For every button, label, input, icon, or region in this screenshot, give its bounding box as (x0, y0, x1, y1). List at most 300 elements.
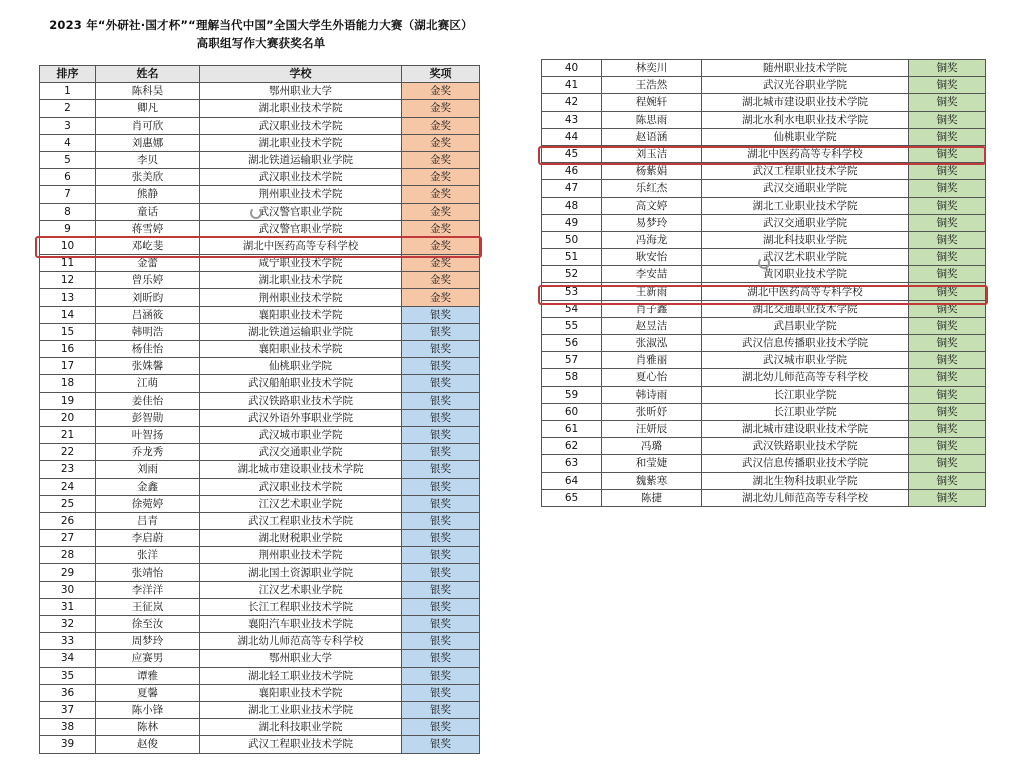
cell-school: 长江职业学院 (702, 386, 909, 403)
cell-award: 银奖 (402, 323, 480, 340)
table-row (542, 145, 986, 162)
header-award: 奖项 (402, 66, 480, 83)
table-row (40, 169, 480, 186)
cell-award: 金奖 (402, 151, 480, 168)
cell-name: 杨佳怡 (96, 341, 200, 358)
cell-name: 林奕川 (602, 60, 702, 77)
cell-rank: 7 (40, 186, 96, 203)
cell-rank: 32 (40, 616, 96, 633)
cell-rank: 36 (40, 684, 96, 701)
cell-rank: 42 (542, 94, 602, 111)
table-row (542, 352, 986, 369)
cell-school: 湖北工业职业技术学院 (200, 701, 402, 718)
table-row (542, 369, 986, 386)
cell-school: 武汉船舶职业技术学院 (200, 375, 402, 392)
cell-name: 邓屹斐 (96, 237, 200, 254)
cell-rank: 56 (542, 335, 602, 352)
cell-award: 银奖 (402, 736, 480, 753)
cell-school: 襄阳职业技术学院 (200, 341, 402, 358)
cell-award: 银奖 (402, 358, 480, 375)
cell-award: 铜奖 (909, 111, 986, 128)
cell-rank: 62 (542, 438, 602, 455)
cell-award: 铜奖 (909, 352, 986, 369)
table-header-row (40, 66, 480, 83)
cell-rank: 1 (40, 83, 96, 100)
cell-award: 银奖 (402, 409, 480, 426)
table-row (542, 489, 986, 506)
cell-rank: 37 (40, 701, 96, 718)
table-row (40, 289, 480, 306)
table-row (542, 455, 986, 472)
cell-award: 铜奖 (909, 77, 986, 94)
table-row (542, 420, 986, 437)
cell-school: 襄阳职业技术学院 (200, 306, 402, 323)
table-row (40, 409, 480, 426)
cell-award: 铜奖 (909, 249, 986, 266)
cell-school: 鄂州职业大学 (200, 650, 402, 667)
cell-school: 武汉信息传播职业技术学院 (702, 455, 909, 472)
cell-school: 湖北科技职业学院 (702, 231, 909, 248)
cell-rank: 13 (40, 289, 96, 306)
table-row (542, 403, 986, 420)
cell-award: 银奖 (402, 667, 480, 684)
cell-rank: 33 (40, 633, 96, 650)
cell-rank: 38 (40, 719, 96, 736)
cell-school: 湖北中医药高等专科学校 (702, 283, 909, 300)
table-row (40, 684, 480, 701)
title-line-1: 2023 年“外研社·国才杯”“理解当代中国”全国大学生外语能力大赛（湖北赛区） (49, 18, 473, 32)
cell-school: 湖北铁道运输职业学院 (200, 151, 402, 168)
cell-school: 武汉职业技术学院 (200, 478, 402, 495)
cell-name: 曾乐婷 (96, 272, 200, 289)
cell-school: 襄阳汽车职业技术学院 (200, 616, 402, 633)
document-title (40, 16, 482, 52)
cell-award: 金奖 (402, 169, 480, 186)
cell-school: 湖北铁道运输职业学院 (200, 323, 402, 340)
cell-school: 江汉艺术职业学院 (200, 581, 402, 598)
cell-award: 铜奖 (909, 231, 986, 248)
cell-rank: 25 (40, 495, 96, 512)
cell-award: 银奖 (402, 684, 480, 701)
cell-rank: 20 (40, 409, 96, 426)
cell-award: 银奖 (402, 633, 480, 650)
cell-rank: 48 (542, 197, 602, 214)
table-row (40, 375, 480, 392)
cell-school: 湖北城市建设职业技术学院 (200, 461, 402, 478)
table-row (40, 736, 480, 753)
cell-award: 银奖 (402, 719, 480, 736)
cell-school: 湖北科技职业学院 (200, 719, 402, 736)
cell-name: 魏紫寒 (602, 472, 702, 489)
table-row (542, 180, 986, 197)
cell-rank: 51 (542, 249, 602, 266)
cell-rank: 29 (40, 564, 96, 581)
cell-award: 金奖 (402, 100, 480, 117)
cell-rank: 49 (542, 214, 602, 231)
table-row (40, 650, 480, 667)
cell-name: 姜佳怡 (96, 392, 200, 409)
table-row (542, 438, 986, 455)
cell-name: 吕青 (96, 512, 200, 529)
cell-name: 刘雨 (96, 461, 200, 478)
cell-name: 赵语涵 (602, 128, 702, 145)
title-line-2: 高职组写作大赛获奖名单 (196, 36, 326, 50)
cell-rank: 44 (542, 128, 602, 145)
cell-name: 陈捷 (602, 489, 702, 506)
cell-name: 王新雨 (602, 283, 702, 300)
cell-name: 金鑫 (96, 478, 200, 495)
cell-rank: 30 (40, 581, 96, 598)
table-row (40, 220, 480, 237)
cell-rank: 46 (542, 163, 602, 180)
cell-name: 彭智勋 (96, 409, 200, 426)
cell-rank: 43 (542, 111, 602, 128)
table-row (542, 60, 986, 77)
cell-name: 陈思雨 (602, 111, 702, 128)
cell-rank: 39 (40, 736, 96, 753)
table-row (542, 231, 986, 248)
cell-rank: 22 (40, 444, 96, 461)
table-row (40, 478, 480, 495)
cell-award: 银奖 (402, 512, 480, 529)
table-row (40, 341, 480, 358)
cell-school: 湖北职业技术学院 (200, 100, 402, 117)
cell-name: 冯璐 (602, 438, 702, 455)
table-row (40, 426, 480, 443)
cell-rank: 6 (40, 169, 96, 186)
cell-award: 银奖 (402, 461, 480, 478)
cell-award: 铜奖 (909, 94, 986, 111)
cell-award: 铜奖 (909, 369, 986, 386)
cell-name: 易梦玲 (602, 214, 702, 231)
cell-rank: 5 (40, 151, 96, 168)
cell-school: 武汉工程职业技术学院 (702, 163, 909, 180)
cell-award: 银奖 (402, 650, 480, 667)
cell-school: 武汉城市职业学院 (702, 352, 909, 369)
loading-spinner-icon (250, 207, 262, 219)
table-row (40, 701, 480, 718)
cell-name: 张靖怡 (96, 564, 200, 581)
cell-rank: 8 (40, 203, 96, 220)
cell-rank: 59 (542, 386, 602, 403)
cell-award: 铜奖 (909, 472, 986, 489)
cell-award: 金奖 (402, 272, 480, 289)
cell-rank: 35 (40, 667, 96, 684)
cell-name: 冯海龙 (602, 231, 702, 248)
cell-name: 李启蔚 (96, 530, 200, 547)
cell-school: 武昌职业学院 (702, 317, 909, 334)
cell-name: 赵昱洁 (602, 317, 702, 334)
cell-rank: 24 (40, 478, 96, 495)
cell-school: 长江职业学院 (702, 403, 909, 420)
cell-school: 江汉艺术职业学院 (200, 495, 402, 512)
cell-school: 武汉警官职业学院 (200, 220, 402, 237)
cell-name: 陈林 (96, 719, 200, 736)
cell-rank: 50 (542, 231, 602, 248)
table-row (40, 151, 480, 168)
cell-school: 长江工程职业技术学院 (200, 598, 402, 615)
cell-school: 襄阳职业技术学院 (200, 684, 402, 701)
cell-name: 谭雅 (96, 667, 200, 684)
table-row (40, 667, 480, 684)
cell-name: 刘昕昀 (96, 289, 200, 306)
table-row (542, 197, 986, 214)
cell-name: 夏心怡 (602, 369, 702, 386)
cell-name: 王浩然 (602, 77, 702, 94)
cell-name: 杨紫娟 (602, 163, 702, 180)
cell-school: 武汉城市职业学院 (200, 426, 402, 443)
cell-name: 吕涵筱 (96, 306, 200, 323)
header-name: 姓名 (96, 66, 200, 83)
table-row (40, 117, 480, 134)
table-row (542, 128, 986, 145)
cell-name: 肖可欣 (96, 117, 200, 134)
cell-award: 铜奖 (909, 300, 986, 317)
cell-name: 陈科昊 (96, 83, 200, 100)
cell-name: 赵俊 (96, 736, 200, 753)
cell-school: 武汉工程职业技术学院 (200, 512, 402, 529)
cell-rank: 58 (542, 369, 602, 386)
table-row (40, 237, 480, 254)
cell-rank: 18 (40, 375, 96, 392)
cell-award: 铜奖 (909, 197, 986, 214)
cell-rank: 4 (40, 134, 96, 151)
table-row (542, 163, 986, 180)
cell-award: 铜奖 (909, 455, 986, 472)
cell-school: 武汉铁路职业技术学院 (200, 392, 402, 409)
cell-school: 荆州职业技术学院 (200, 186, 402, 203)
cell-award: 银奖 (402, 341, 480, 358)
cell-school: 武汉职业技术学院 (200, 117, 402, 134)
cell-award: 银奖 (402, 616, 480, 633)
cell-name: 江萌 (96, 375, 200, 392)
table-row (40, 444, 480, 461)
cell-name: 卿凡 (96, 100, 200, 117)
cell-rank: 40 (542, 60, 602, 77)
cell-rank: 14 (40, 306, 96, 323)
cell-rank: 23 (40, 461, 96, 478)
cell-name: 韩明浩 (96, 323, 200, 340)
cell-award: 铜奖 (909, 163, 986, 180)
table-row (542, 214, 986, 231)
cell-rank: 2 (40, 100, 96, 117)
table-row (40, 461, 480, 478)
cell-school: 湖北轻工职业技术学院 (200, 667, 402, 684)
cell-award: 银奖 (402, 375, 480, 392)
cell-school: 湖北工业职业技术学院 (702, 197, 909, 214)
table-row (40, 186, 480, 203)
cell-rank: 55 (542, 317, 602, 334)
table-row (542, 472, 986, 489)
cell-award: 银奖 (402, 495, 480, 512)
table-row (542, 77, 986, 94)
cell-school: 武汉职业技术学院 (200, 169, 402, 186)
cell-school: 仙桃职业学院 (200, 358, 402, 375)
cell-rank: 60 (542, 403, 602, 420)
cell-rank: 47 (542, 180, 602, 197)
cell-rank: 52 (542, 266, 602, 283)
cell-award: 铜奖 (909, 386, 986, 403)
cell-award: 银奖 (402, 444, 480, 461)
cell-name: 韩诗雨 (602, 386, 702, 403)
cell-award: 金奖 (402, 83, 480, 100)
cell-school: 仙桃职业学院 (702, 128, 909, 145)
loading-spinner-icon (758, 257, 770, 269)
cell-name: 刘惠娜 (96, 134, 200, 151)
table-row (40, 358, 480, 375)
cell-name: 童话 (96, 203, 200, 220)
table-row (40, 512, 480, 529)
table-row (40, 598, 480, 615)
header-school: 学校 (200, 66, 402, 83)
cell-school: 黄冈职业技术学院 (702, 266, 909, 283)
cell-school: 湖北职业技术学院 (200, 134, 402, 151)
cell-rank: 15 (40, 323, 96, 340)
cell-award: 铜奖 (909, 403, 986, 420)
cell-school: 咸宁职业技术学院 (200, 255, 402, 272)
cell-award: 银奖 (402, 547, 480, 564)
cell-school: 荆州职业技术学院 (200, 289, 402, 306)
cell-school: 湖北幼儿师范高等专科学校 (200, 633, 402, 650)
cell-school: 湖北国土资源职业学院 (200, 564, 402, 581)
cell-rank: 27 (40, 530, 96, 547)
cell-name: 和莹婕 (602, 455, 702, 472)
cell-rank: 53 (542, 283, 602, 300)
cell-name: 李贝 (96, 151, 200, 168)
cell-award: 铜奖 (909, 180, 986, 197)
cell-rank: 26 (40, 512, 96, 529)
cell-school: 湖北职业技术学院 (200, 272, 402, 289)
cell-rank: 12 (40, 272, 96, 289)
cell-award: 金奖 (402, 117, 480, 134)
cell-award: 金奖 (402, 237, 480, 254)
cell-award: 银奖 (402, 530, 480, 547)
award-table-right (541, 59, 986, 507)
cell-rank: 61 (542, 420, 602, 437)
cell-rank: 31 (40, 598, 96, 615)
cell-name: 程婉轩 (602, 94, 702, 111)
table-row (40, 495, 480, 512)
cell-name: 肖雅丽 (602, 352, 702, 369)
cell-award: 金奖 (402, 186, 480, 203)
cell-name: 刘玉洁 (602, 145, 702, 162)
cell-name: 肖子鑫 (602, 300, 702, 317)
cell-school: 湖北幼儿师范高等专科学校 (702, 489, 909, 506)
cell-award: 铜奖 (909, 317, 986, 334)
cell-award: 银奖 (402, 598, 480, 615)
cell-school: 武汉交通职业学院 (702, 214, 909, 231)
cell-award: 金奖 (402, 255, 480, 272)
header-rank: 排序 (40, 66, 96, 83)
table-row (542, 111, 986, 128)
cell-school: 武汉交通职业学院 (702, 180, 909, 197)
cell-name: 李洋洋 (96, 581, 200, 598)
cell-school: 武汉工程职业技术学院 (200, 736, 402, 753)
cell-award: 铜奖 (909, 420, 986, 437)
cell-school: 湖北幼儿师范高等专科学校 (702, 369, 909, 386)
table-row (40, 323, 480, 340)
cell-name: 张姝馨 (96, 358, 200, 375)
cell-name: 李安喆 (602, 266, 702, 283)
cell-award: 铜奖 (909, 128, 986, 145)
cell-name: 王征岚 (96, 598, 200, 615)
table-row (40, 564, 480, 581)
table-row (40, 547, 480, 564)
cell-school: 随州职业技术学院 (702, 60, 909, 77)
cell-rank: 64 (542, 472, 602, 489)
cell-name: 汪妍辰 (602, 420, 702, 437)
cell-name: 徐至汝 (96, 616, 200, 633)
cell-school: 湖北中医药高等专科学校 (200, 237, 402, 254)
cell-school: 湖北生物科技职业学院 (702, 472, 909, 489)
cell-award: 银奖 (402, 426, 480, 443)
cell-award: 铜奖 (909, 266, 986, 283)
table-row (542, 300, 986, 317)
cell-school: 湖北城市建设职业技术学院 (702, 420, 909, 437)
cell-award: 银奖 (402, 701, 480, 718)
cell-award: 银奖 (402, 581, 480, 598)
cell-award: 银奖 (402, 564, 480, 581)
cell-award: 金奖 (402, 289, 480, 306)
table-row (40, 134, 480, 151)
award-table-left (39, 65, 480, 754)
table-row (40, 83, 480, 100)
cell-award: 铜奖 (909, 145, 986, 162)
cell-name: 张洋 (96, 547, 200, 564)
cell-award: 铜奖 (909, 283, 986, 300)
cell-school: 荆州职业技术学院 (200, 547, 402, 564)
cell-name: 张淑泓 (602, 335, 702, 352)
table-row (40, 616, 480, 633)
cell-rank: 28 (40, 547, 96, 564)
cell-rank: 17 (40, 358, 96, 375)
cell-rank: 65 (542, 489, 602, 506)
cell-name: 陈小锋 (96, 701, 200, 718)
cell-school: 湖北交通职业技术学院 (702, 300, 909, 317)
cell-school: 武汉信息传播职业技术学院 (702, 335, 909, 352)
table-row (542, 386, 986, 403)
cell-name: 张美欣 (96, 169, 200, 186)
cell-award: 铜奖 (909, 438, 986, 455)
cell-name: 金蕾 (96, 255, 200, 272)
cell-award: 金奖 (402, 203, 480, 220)
cell-rank: 54 (542, 300, 602, 317)
cell-rank: 3 (40, 117, 96, 134)
cell-name: 乐红杰 (602, 180, 702, 197)
cell-school: 湖北财税职业学院 (200, 530, 402, 547)
cell-school: 湖北城市建设职业技术学院 (702, 94, 909, 111)
cell-award: 铜奖 (909, 60, 986, 77)
cell-school: 武汉铁路职业技术学院 (702, 438, 909, 455)
cell-award: 银奖 (402, 306, 480, 323)
cell-rank: 10 (40, 237, 96, 254)
table-row (40, 272, 480, 289)
cell-rank: 16 (40, 341, 96, 358)
cell-name: 夏馨 (96, 684, 200, 701)
cell-rank: 41 (542, 77, 602, 94)
table-row (40, 100, 480, 117)
cell-name: 叶智扬 (96, 426, 200, 443)
cell-name: 蒋雪婷 (96, 220, 200, 237)
cell-school: 湖北中医药高等专科学校 (702, 145, 909, 162)
cell-award: 金奖 (402, 220, 480, 237)
cell-award: 铜奖 (909, 335, 986, 352)
cell-name: 应赛男 (96, 650, 200, 667)
cell-name: 周梦玲 (96, 633, 200, 650)
table-row (542, 335, 986, 352)
cell-school: 湖北水利水电职业技术学院 (702, 111, 909, 128)
cell-award: 银奖 (402, 478, 480, 495)
